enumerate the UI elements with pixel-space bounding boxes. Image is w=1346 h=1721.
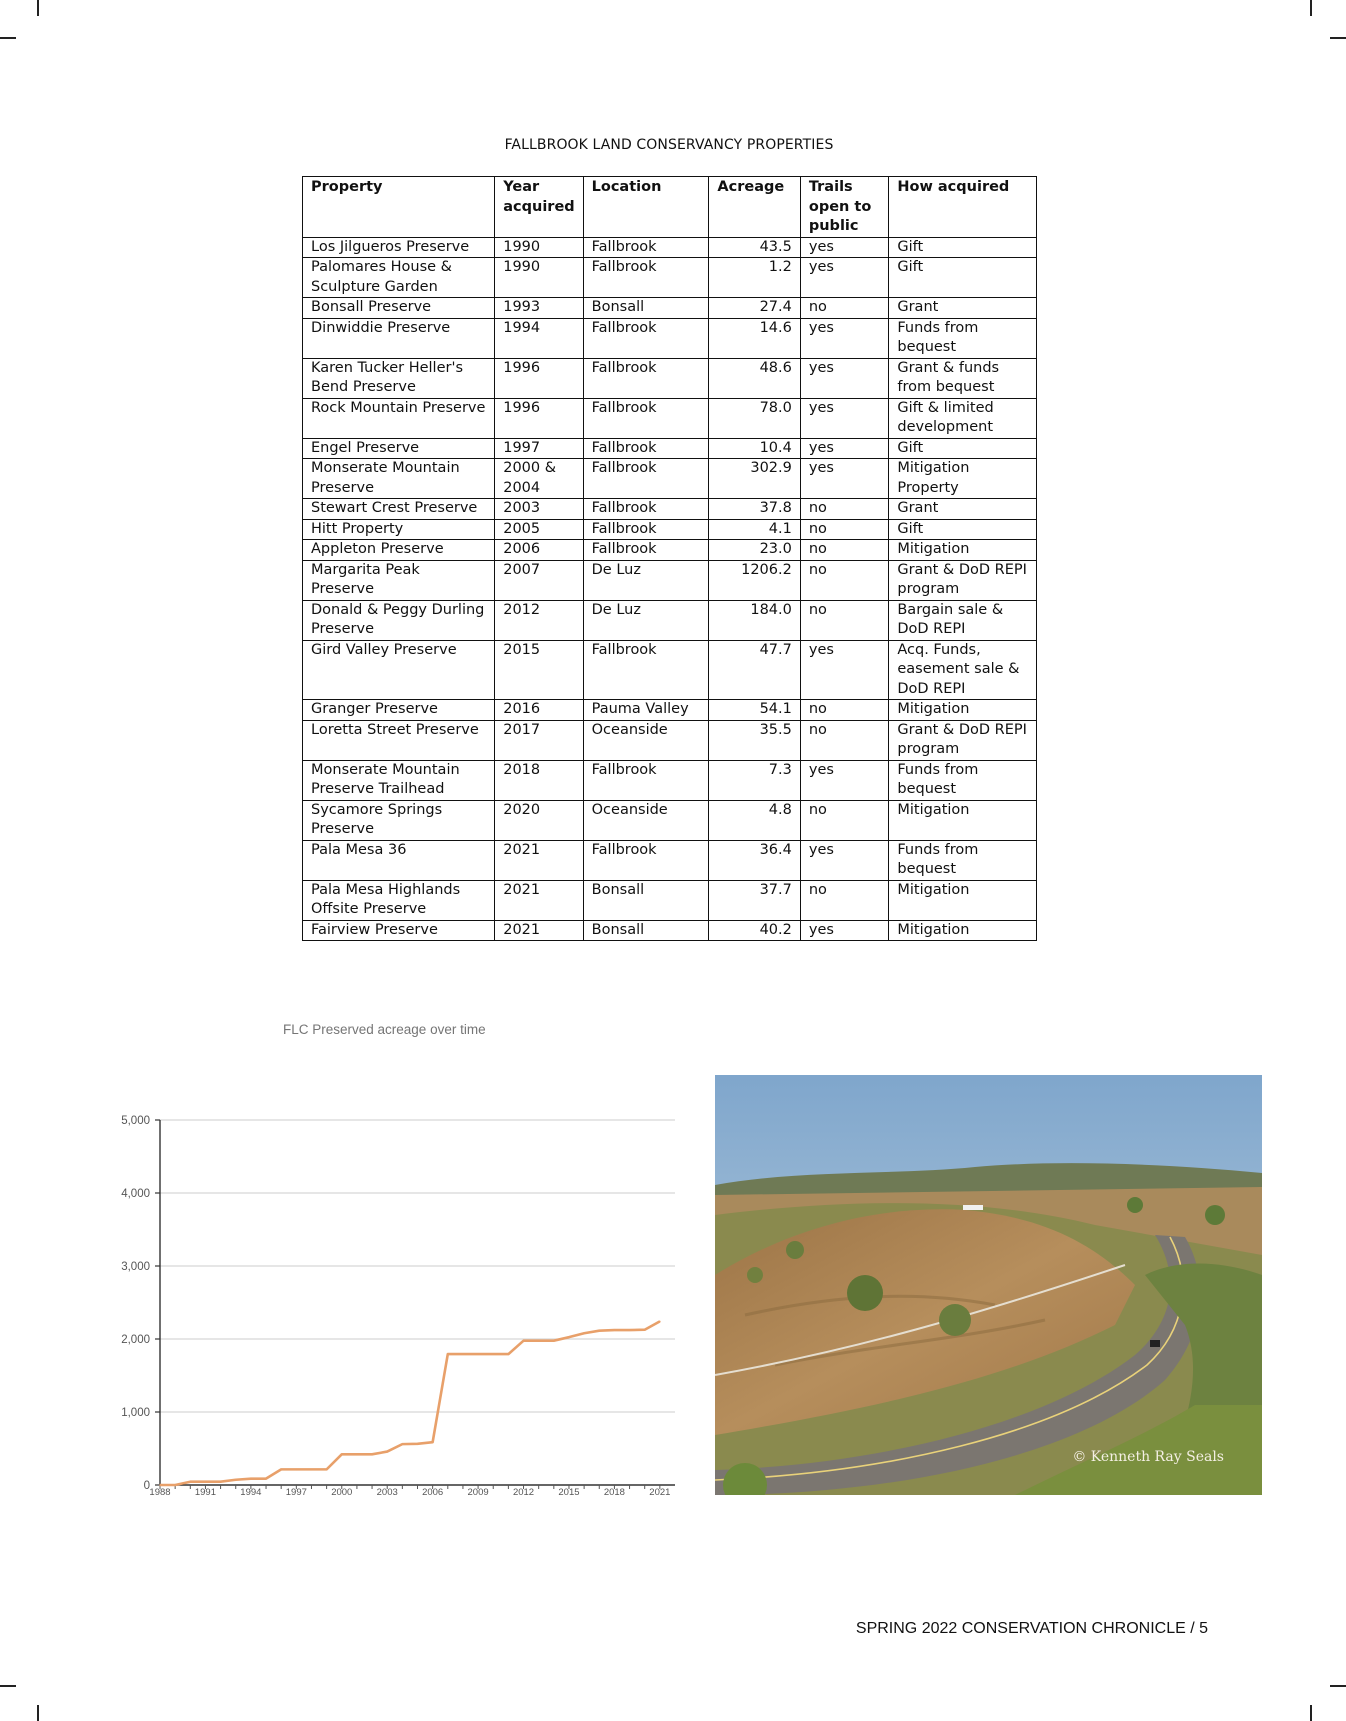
cell-trails: yes bbox=[800, 398, 889, 438]
table-row bbox=[303, 720, 1037, 760]
cell-acreage: 54.1 bbox=[709, 700, 800, 721]
header-property: Property bbox=[303, 177, 495, 238]
cell-year: 2017 bbox=[495, 720, 583, 760]
cell-how-acquired: Mitigation Property bbox=[889, 459, 1037, 499]
cell-trails: yes bbox=[800, 760, 889, 800]
data-point bbox=[250, 1478, 252, 1480]
crop-mark bbox=[37, 1705, 39, 1721]
table-row bbox=[303, 920, 1037, 941]
cell-how-acquired: Mitigation bbox=[889, 800, 1037, 840]
cell-property: Gird Valley Preserve bbox=[303, 640, 495, 700]
cell-acreage: 48.6 bbox=[709, 358, 800, 398]
cell-how-acquired: Grant bbox=[889, 499, 1037, 520]
crop-mark bbox=[0, 1685, 16, 1687]
cell-location: De Luz bbox=[583, 560, 709, 600]
data-point bbox=[583, 1332, 585, 1334]
table-row bbox=[303, 459, 1037, 499]
crop-mark bbox=[1310, 1705, 1312, 1721]
acreage-line-chart bbox=[100, 1100, 700, 1510]
cell-how-acquired: Gift bbox=[889, 519, 1037, 540]
table-row bbox=[303, 700, 1037, 721]
cell-location: Fallbrook bbox=[583, 237, 709, 258]
table-header-row bbox=[303, 177, 1037, 238]
x-tick-label: 2003 bbox=[376, 1487, 398, 1498]
cell-acreage: 10.4 bbox=[709, 438, 800, 459]
cell-acreage: 37.8 bbox=[709, 499, 800, 520]
cell-trails: yes bbox=[800, 258, 889, 298]
cell-property: Monserate Mountain Preserve Trailhead bbox=[303, 760, 495, 800]
table-row bbox=[303, 358, 1037, 398]
cell-location: Fallbrook bbox=[583, 540, 709, 561]
data-point bbox=[659, 1321, 661, 1323]
cell-property: Stewart Crest Preserve bbox=[303, 499, 495, 520]
x-tick-label: 1988 bbox=[149, 1487, 171, 1498]
y-tick-label: 4,000 bbox=[121, 1188, 150, 1200]
cell-acreage: 43.5 bbox=[709, 237, 800, 258]
table-row bbox=[303, 540, 1037, 561]
chart-title: FLC Preserved acreage over time bbox=[283, 1022, 486, 1037]
cell-acreage: 23.0 bbox=[709, 540, 800, 561]
x-tick-label: 2018 bbox=[603, 1487, 625, 1498]
cell-property: Rock Mountain Preserve bbox=[303, 398, 495, 438]
cell-location: Fallbrook bbox=[583, 438, 709, 459]
x-tick-label: 2021 bbox=[649, 1487, 671, 1498]
cell-year: 1993 bbox=[495, 298, 583, 319]
cell-year: 1994 bbox=[495, 318, 583, 358]
cell-property: Margarita Peak Preserve bbox=[303, 560, 495, 600]
data-point bbox=[296, 1469, 298, 1471]
x-tick-label: 2006 bbox=[422, 1487, 444, 1498]
cell-how-acquired: Funds from bequest bbox=[889, 760, 1037, 800]
data-point bbox=[553, 1340, 555, 1342]
cell-property: Engel Preserve bbox=[303, 438, 495, 459]
cell-location: Oceanside bbox=[583, 720, 709, 760]
cell-trails: no bbox=[800, 560, 889, 600]
data-point bbox=[432, 1441, 434, 1443]
cell-location: Fallbrook bbox=[583, 499, 709, 520]
cell-property: Palomares House & Sculpture Garden bbox=[303, 258, 495, 298]
cell-year: 2000 & 2004 bbox=[495, 459, 583, 499]
header-year: Year acquired bbox=[495, 177, 583, 238]
header-trails: Trails open to public bbox=[800, 177, 889, 238]
cell-acreage: 78.0 bbox=[709, 398, 800, 438]
cell-property: Fairview Preserve bbox=[303, 920, 495, 941]
header-acreage: Acreage bbox=[709, 177, 800, 238]
cell-trails: no bbox=[800, 519, 889, 540]
table-row bbox=[303, 438, 1037, 459]
y-tick-label: 1,000 bbox=[121, 1407, 150, 1419]
cell-how-acquired: Funds from bequest bbox=[889, 318, 1037, 358]
data-point bbox=[311, 1469, 313, 1471]
cell-location: Bonsall bbox=[583, 298, 709, 319]
crop-mark bbox=[37, 0, 39, 16]
cell-trails: yes bbox=[800, 237, 889, 258]
cell-trails: yes bbox=[800, 840, 889, 880]
data-point bbox=[371, 1454, 373, 1456]
cell-how-acquired: Gift bbox=[889, 237, 1037, 258]
cell-property: Loretta Street Preserve bbox=[303, 720, 495, 760]
crop-mark bbox=[0, 37, 16, 39]
cell-acreage: 7.3 bbox=[709, 760, 800, 800]
cell-property: Karen Tucker Heller's Bend Preserve bbox=[303, 358, 495, 398]
x-tick-label: 1991 bbox=[194, 1487, 217, 1498]
cell-location: Fallbrook bbox=[583, 519, 709, 540]
data-point bbox=[159, 1484, 161, 1486]
table-row bbox=[303, 318, 1037, 358]
cell-year: 2021 bbox=[495, 880, 583, 920]
table-row bbox=[303, 298, 1037, 319]
cell-acreage: 37.7 bbox=[709, 880, 800, 920]
cell-year: 2015 bbox=[495, 640, 583, 700]
x-tick-label: 2015 bbox=[558, 1487, 580, 1498]
cell-how-acquired: Mitigation bbox=[889, 920, 1037, 941]
cell-location: Oceanside bbox=[583, 800, 709, 840]
data-point bbox=[235, 1479, 237, 1481]
table-row bbox=[303, 880, 1037, 920]
data-point bbox=[477, 1353, 479, 1355]
data-point bbox=[598, 1330, 600, 1332]
cell-trails: yes bbox=[800, 640, 889, 700]
cell-year: 2020 bbox=[495, 800, 583, 840]
cell-trails: yes bbox=[800, 459, 889, 499]
table-row bbox=[303, 237, 1037, 258]
cell-location: Fallbrook bbox=[583, 318, 709, 358]
cell-property: Pala Mesa 36 bbox=[303, 840, 495, 880]
data-point bbox=[174, 1484, 176, 1486]
data-point bbox=[417, 1443, 419, 1445]
cell-acreage: 4.1 bbox=[709, 519, 800, 540]
cell-year: 2018 bbox=[495, 760, 583, 800]
cell-year: 1990 bbox=[495, 258, 583, 298]
cell-acreage: 40.2 bbox=[709, 920, 800, 941]
cell-how-acquired: Gift & limited development bbox=[889, 398, 1037, 438]
cell-year: 2021 bbox=[495, 920, 583, 941]
cell-acreage: 302.9 bbox=[709, 459, 800, 499]
photo-image bbox=[715, 1075, 1262, 1495]
x-tick-label: 2009 bbox=[467, 1487, 489, 1498]
cell-year: 2007 bbox=[495, 560, 583, 600]
data-point bbox=[280, 1469, 282, 1471]
data-point bbox=[614, 1329, 616, 1331]
data-point bbox=[508, 1353, 510, 1355]
data-point bbox=[568, 1336, 570, 1338]
cell-year: 2021 bbox=[495, 840, 583, 880]
y-tick-label: 0 bbox=[143, 1480, 150, 1492]
cell-how-acquired: Acq. Funds, easement sale & DoD REPI bbox=[889, 640, 1037, 700]
data-point bbox=[205, 1481, 207, 1483]
crop-mark bbox=[1330, 37, 1346, 39]
cell-trails: no bbox=[800, 800, 889, 840]
cell-how-acquired: Mitigation bbox=[889, 700, 1037, 721]
table-row bbox=[303, 519, 1037, 540]
data-point bbox=[265, 1478, 267, 1480]
properties-table bbox=[302, 176, 1037, 941]
cell-how-acquired: Grant & DoD REPI program bbox=[889, 560, 1037, 600]
cell-year: 2012 bbox=[495, 600, 583, 640]
cell-trails: no bbox=[800, 499, 889, 520]
cell-how-acquired: Gift bbox=[889, 438, 1037, 459]
cell-acreage: 184.0 bbox=[709, 600, 800, 640]
cell-how-acquired: Gift bbox=[889, 258, 1037, 298]
cell-location: Fallbrook bbox=[583, 398, 709, 438]
landscape-photo bbox=[715, 1075, 1262, 1495]
header-location: Location bbox=[583, 177, 709, 238]
cell-year: 2003 bbox=[495, 499, 583, 520]
cell-location: Fallbrook bbox=[583, 840, 709, 880]
cell-how-acquired: Funds from bequest bbox=[889, 840, 1037, 880]
cell-how-acquired: Mitigation bbox=[889, 880, 1037, 920]
x-tick-label: 2012 bbox=[512, 1487, 535, 1498]
cell-how-acquired: Bargain sale & DoD REPI bbox=[889, 600, 1037, 640]
page-footer: SPRING 2022 CONSERVATION CHRONICLE / 5 bbox=[855, 1620, 1208, 1637]
cell-property: Los Jilgueros Preserve bbox=[303, 237, 495, 258]
x-tick-label: 1997 bbox=[285, 1487, 307, 1498]
data-point bbox=[492, 1353, 494, 1355]
acreage-series-line bbox=[160, 1321, 660, 1485]
data-point bbox=[523, 1340, 525, 1342]
table-row bbox=[303, 600, 1037, 640]
cell-property: Appleton Preserve bbox=[303, 540, 495, 561]
cell-property: Pala Mesa Highlands Offsite Preserve bbox=[303, 880, 495, 920]
cell-acreage: 4.8 bbox=[709, 800, 800, 840]
table-row bbox=[303, 258, 1037, 298]
cell-acreage: 36.4 bbox=[709, 840, 800, 880]
cell-year: 1996 bbox=[495, 358, 583, 398]
data-point bbox=[189, 1481, 191, 1483]
cell-how-acquired: Grant & DoD REPI program bbox=[889, 720, 1037, 760]
cell-location: Fallbrook bbox=[583, 258, 709, 298]
cell-trails: no bbox=[800, 298, 889, 319]
cell-property: Dinwiddie Preserve bbox=[303, 318, 495, 358]
cell-location: Fallbrook bbox=[583, 760, 709, 800]
table-row bbox=[303, 499, 1037, 520]
header-how-acquired: How acquired bbox=[889, 177, 1037, 238]
table-row bbox=[303, 640, 1037, 700]
cell-acreage: 27.4 bbox=[709, 298, 800, 319]
data-point bbox=[644, 1329, 646, 1331]
cell-trails: yes bbox=[800, 438, 889, 459]
cell-trails: no bbox=[800, 880, 889, 920]
cell-trails: no bbox=[800, 700, 889, 721]
cell-property: Monserate Mountain Preserve bbox=[303, 459, 495, 499]
cell-trails: yes bbox=[800, 358, 889, 398]
cell-property: Sycamore Springs Preserve bbox=[303, 800, 495, 840]
cell-location: Fallbrook bbox=[583, 459, 709, 499]
data-point bbox=[462, 1353, 464, 1355]
cell-year: 1997 bbox=[495, 438, 583, 459]
data-point bbox=[356, 1454, 358, 1456]
cell-location: De Luz bbox=[583, 600, 709, 640]
y-tick-label: 3,000 bbox=[121, 1261, 150, 1273]
photo-credit: © Kenneth Ray Seals bbox=[1072, 1449, 1224, 1465]
cell-acreage: 14.6 bbox=[709, 318, 800, 358]
cell-location: Bonsall bbox=[583, 920, 709, 941]
cell-acreage: 1206.2 bbox=[709, 560, 800, 600]
table-row bbox=[303, 800, 1037, 840]
cell-trails: no bbox=[800, 540, 889, 561]
data-point bbox=[341, 1454, 343, 1456]
crop-mark bbox=[1330, 1685, 1346, 1687]
cell-year: 1996 bbox=[495, 398, 583, 438]
cell-how-acquired: Grant & funds from bequest bbox=[889, 358, 1037, 398]
cell-property: Hitt Property bbox=[303, 519, 495, 540]
data-point bbox=[326, 1469, 328, 1471]
data-point bbox=[538, 1340, 540, 1342]
cell-location: Bonsall bbox=[583, 880, 709, 920]
cell-how-acquired: Mitigation bbox=[889, 540, 1037, 561]
cell-property: Donald & Peggy Durling Preserve bbox=[303, 600, 495, 640]
y-tick-label: 5,000 bbox=[121, 1115, 150, 1127]
data-point bbox=[386, 1451, 388, 1453]
x-tick-label: 1994 bbox=[240, 1487, 262, 1498]
cell-acreage: 35.5 bbox=[709, 720, 800, 760]
cell-acreage: 1.2 bbox=[709, 258, 800, 298]
cell-acreage: 47.7 bbox=[709, 640, 800, 700]
table-title: FALLBROOK LAND CONSERVANCY PROPERTIES bbox=[504, 137, 834, 153]
table-row bbox=[303, 760, 1037, 800]
table-body bbox=[303, 237, 1037, 941]
x-tick-label: 2000 bbox=[331, 1487, 353, 1498]
cell-year: 2006 bbox=[495, 540, 583, 561]
cell-how-acquired: Grant bbox=[889, 298, 1037, 319]
cell-location: Pauma Valley bbox=[583, 700, 709, 721]
table-row bbox=[303, 398, 1037, 438]
cell-location: Fallbrook bbox=[583, 640, 709, 700]
cell-trails: yes bbox=[800, 920, 889, 941]
cell-year: 2005 bbox=[495, 519, 583, 540]
cell-trails: no bbox=[800, 600, 889, 640]
cell-year: 2016 bbox=[495, 700, 583, 721]
data-point bbox=[220, 1481, 222, 1483]
data-point bbox=[402, 1443, 404, 1445]
y-tick-label: 2,000 bbox=[121, 1334, 150, 1346]
cell-property: Granger Preserve bbox=[303, 700, 495, 721]
cell-year: 1990 bbox=[495, 237, 583, 258]
cell-location: Fallbrook bbox=[583, 358, 709, 398]
crop-mark bbox=[1310, 0, 1312, 16]
cell-trails: yes bbox=[800, 318, 889, 358]
data-point bbox=[629, 1329, 631, 1331]
table-row bbox=[303, 840, 1037, 880]
cell-property: Bonsall Preserve bbox=[303, 298, 495, 319]
data-point bbox=[447, 1353, 449, 1355]
cell-trails: no bbox=[800, 720, 889, 760]
table-row bbox=[303, 560, 1037, 600]
